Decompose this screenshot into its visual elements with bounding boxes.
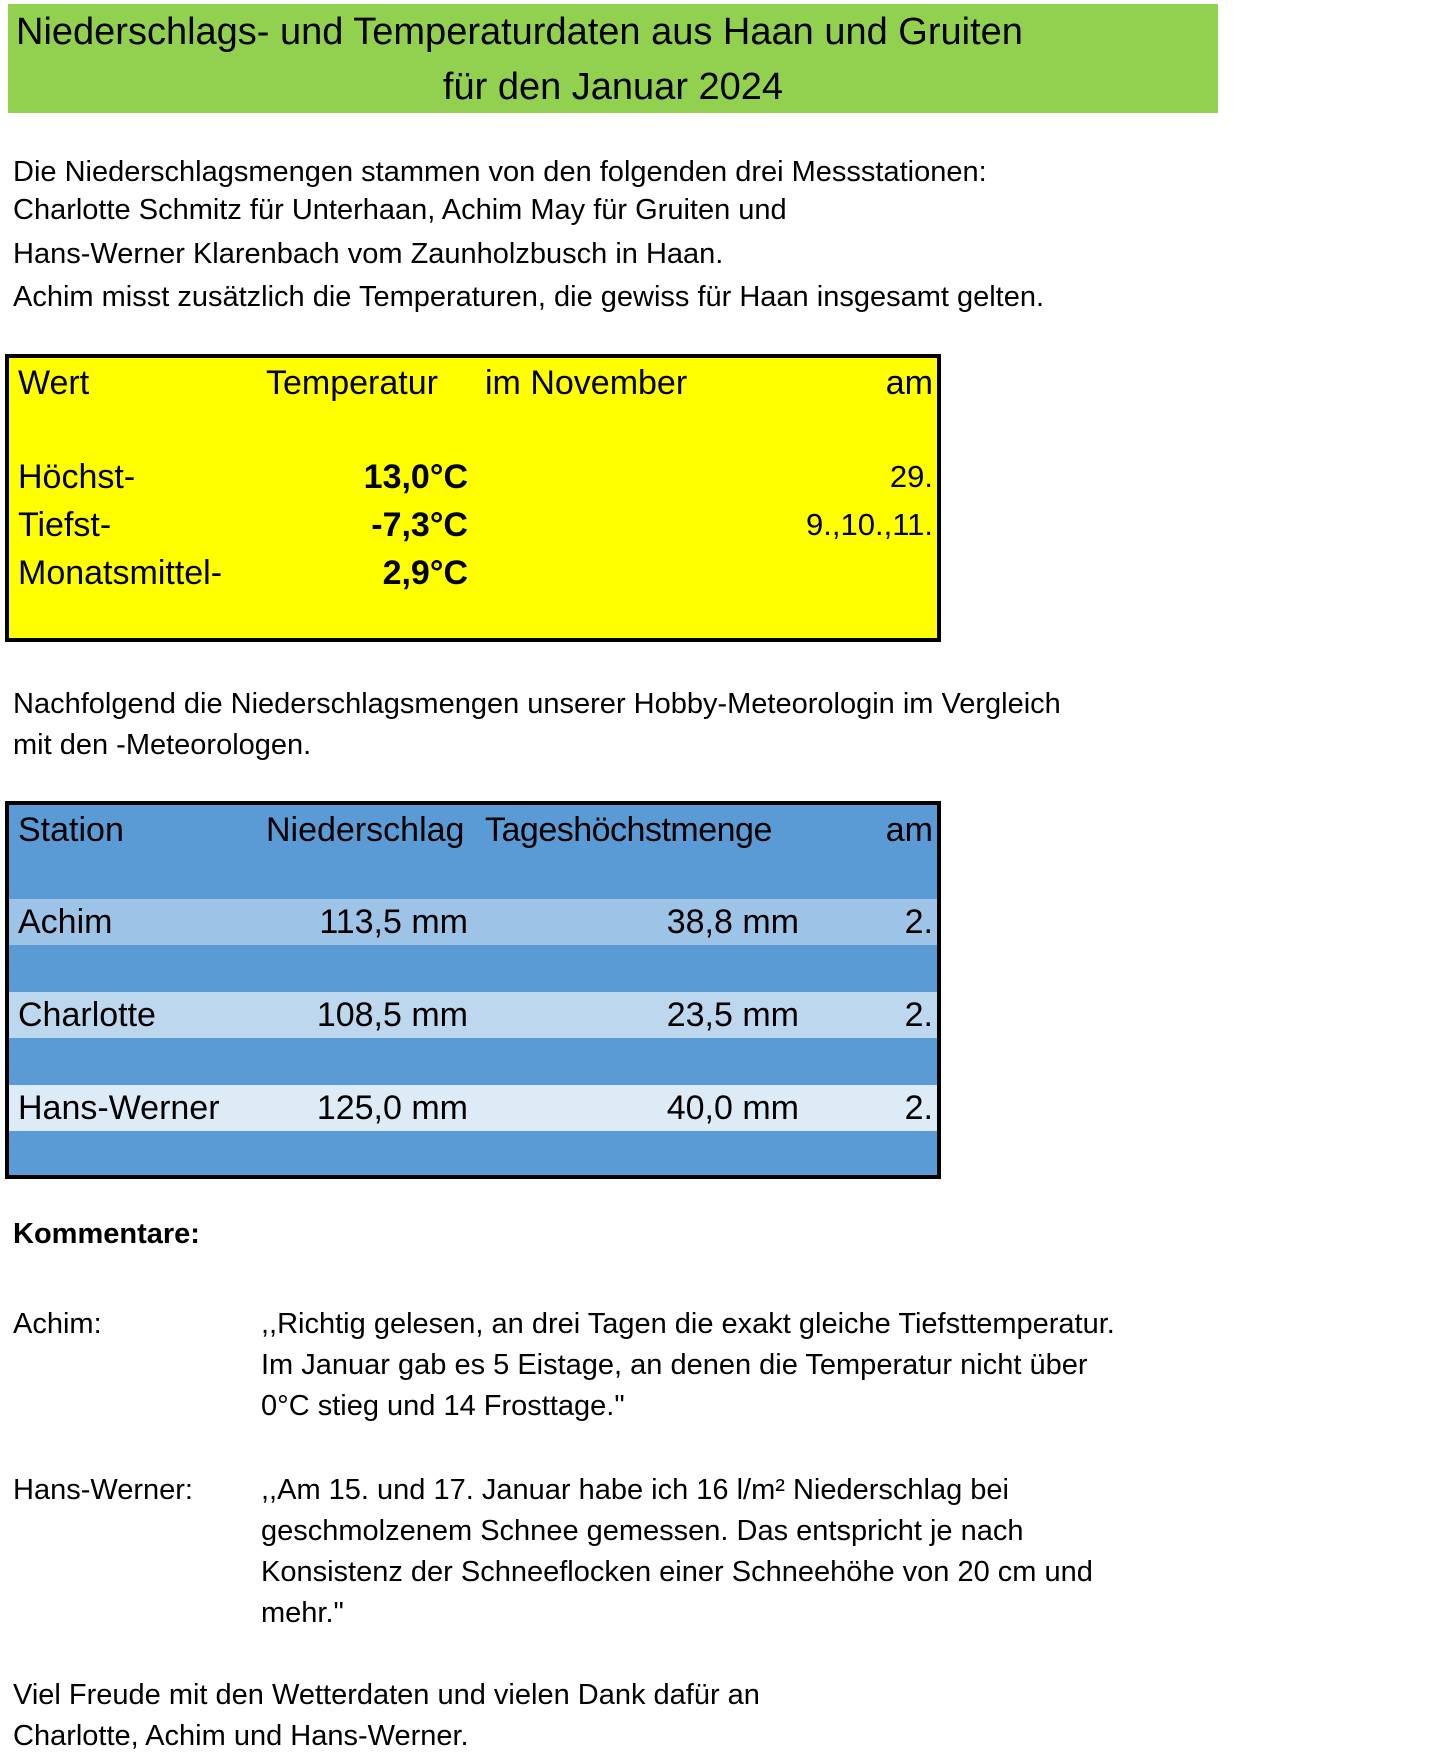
- precip-row-day: 2.: [904, 996, 933, 1034]
- comment-line: mehr.": [261, 1597, 344, 1629]
- precip-header-station: Station: [18, 811, 124, 849]
- comparison-line-2: mit den -Meteorologen.: [13, 729, 312, 761]
- closing-line-1: Viel Freude mit den Wetterdaten und vielen Dank dafür an: [13, 1679, 760, 1711]
- intro-line-3: Hans-Werner Klarenbach vom Zaunholzbusch in Haan.: [13, 238, 724, 270]
- temp-header-wert: Wert: [18, 364, 90, 402]
- temp-row-label: Höchst-: [18, 458, 136, 496]
- temp-row-value: 13,0°C: [363, 458, 468, 496]
- comments-heading: Kommentare:: [13, 1218, 200, 1250]
- precip-row-station: Charlotte: [18, 996, 156, 1034]
- precip-row-total: 113,5 mm: [319, 903, 468, 941]
- precip-row-max: 40,0 mm: [666, 1089, 799, 1127]
- comment-line: ,,Am 15. und 17. Januar habe ich 16 l/m² Niederschlag bei: [261, 1474, 1009, 1506]
- comment-author: Hans-Werner:: [13, 1474, 193, 1506]
- title-banner: [8, 4, 1218, 113]
- precip-header-max: Tageshöchstmenge: [485, 811, 772, 849]
- comparison-line-1: Nachfolgend die Niederschlagsmengen unserer Hobby-Meteorologin im Vergleich: [13, 688, 1061, 720]
- precip-header-niederschlag: Niederschlag: [266, 811, 465, 849]
- temp-row-date: 29.: [889, 459, 933, 494]
- title-line-2: für den Januar 2024: [442, 66, 784, 108]
- comment-line: ,,Richtig gelesen, an drei Tagen die exakt gleiche Tiefsttemperatur.: [261, 1308, 1115, 1340]
- intro-line-2: Charlotte Schmitz für Unterhaan, Achim May für Gruiten und: [13, 194, 787, 226]
- precip-row-day: 2.: [904, 903, 933, 941]
- temp-row-date: 9.,10.,11.: [806, 507, 933, 542]
- closing-line-2: Charlotte, Achim und Hans-Werner.: [13, 1720, 469, 1752]
- precip-row-station: Achim: [18, 903, 113, 941]
- precip-row-total: 125,0 mm: [316, 1089, 468, 1127]
- intro-line-4: Achim misst zusätzlich die Temperaturen, die gewiss für Haan insgesamt gelten.: [13, 281, 1045, 313]
- intro-line-1: Die Niederschlagsmengen stammen von den folgenden drei Messstationen:: [13, 156, 987, 188]
- precip-row-day: 2.: [904, 1089, 933, 1127]
- comment-line: 0°C stieg und 14 Frosttage.": [261, 1390, 625, 1422]
- temp-row-label: Monatsmittel-: [18, 554, 223, 592]
- comment-line: Konsistenz der Schneeflocken einer Schneehöhe von 20 cm und: [261, 1556, 1093, 1588]
- temp-row-value: -7,3°C: [371, 506, 468, 544]
- temp-row-label: Tiefst-: [18, 506, 112, 544]
- comment-author: Achim:: [13, 1308, 102, 1340]
- temp-header-monat: im November: [485, 364, 688, 402]
- precip-row-max: 38,8 mm: [666, 903, 799, 941]
- precip-row-total: 108,5 mm: [316, 996, 468, 1034]
- precip-header-am: am: [885, 811, 933, 849]
- temp-header-am: am: [885, 364, 933, 402]
- title-line-1: Niederschlags- und Temperaturdaten aus Haan und Gruiten: [16, 11, 1023, 53]
- precip-row-station: Hans-Werner: [18, 1089, 220, 1127]
- precip-row-max: 23,5 mm: [666, 996, 799, 1034]
- temp-row-value: 2,9°C: [382, 554, 468, 592]
- comment-line: Im Januar gab es 5 Eistage, an denen die Temperatur nicht über: [261, 1349, 1088, 1381]
- temp-header-temperatur: Temperatur: [266, 364, 438, 402]
- comment-line: geschmolzenem Schnee gemessen. Das entspricht je nach: [261, 1515, 1024, 1547]
- temperature-table: [5, 354, 941, 642]
- precipitation-table: [5, 801, 941, 1179]
